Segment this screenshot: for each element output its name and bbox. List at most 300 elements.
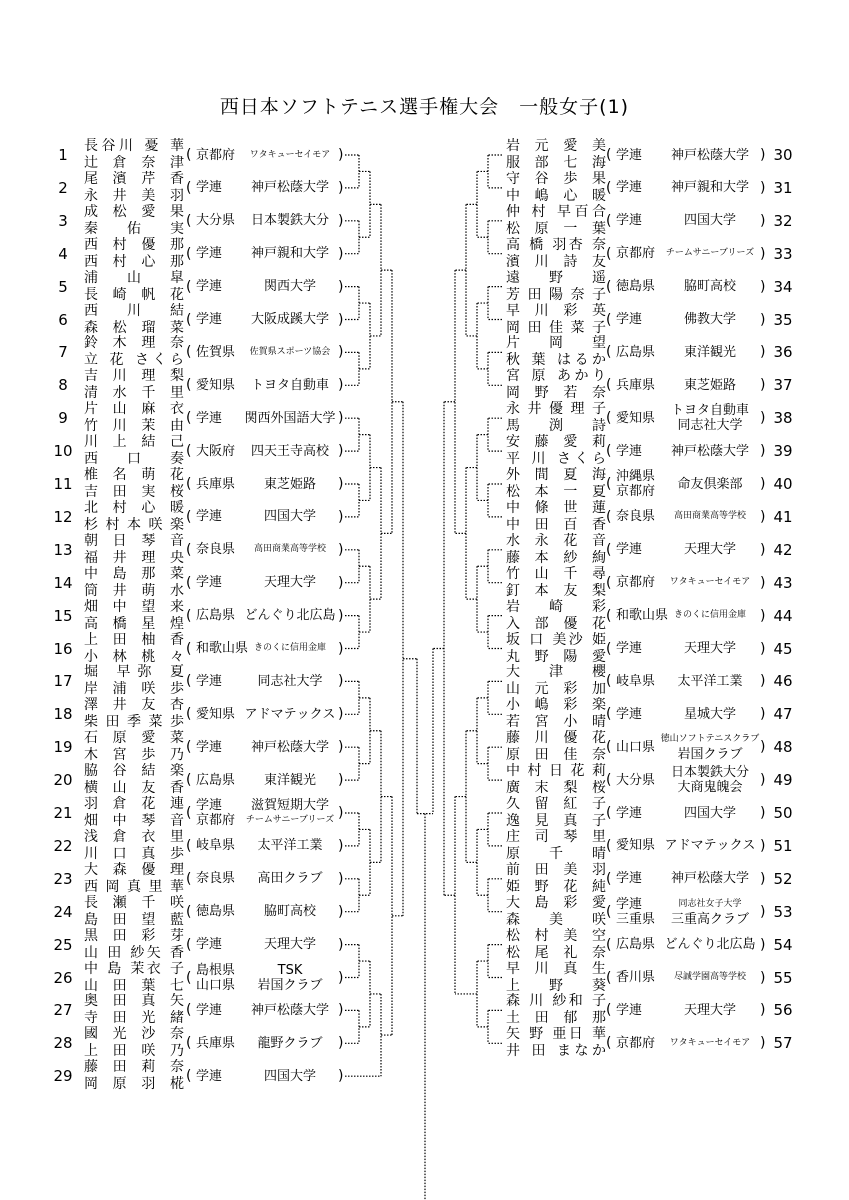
prefecture-label: 学連: [616, 871, 643, 887]
team-name: ワタキューセイモア: [669, 1037, 751, 1048]
paren-close: ): [338, 706, 344, 723]
prefecture-label: 愛知県: [616, 410, 656, 426]
player-name: 堀 早弥 夏: [84, 664, 184, 681]
prefecture-label: 学連: [196, 798, 223, 813]
prefecture-label: 広島県: [196, 772, 236, 788]
draw-number: 52: [773, 869, 793, 888]
prefecture-label: 京都府: [616, 1035, 656, 1051]
draw-number: 6: [58, 310, 68, 329]
team-name: TSK: [277, 962, 303, 978]
paren-open: (: [606, 344, 612, 361]
prefecture-label-2: 三重県: [616, 911, 656, 927]
player-name: 永 井 美 羽: [84, 187, 184, 204]
player-name: 藤 川 優 花: [506, 730, 606, 747]
paren-open: (: [606, 311, 612, 328]
paren-close: ): [760, 870, 766, 887]
player-name: 尾 濱 芹 香: [84, 170, 184, 187]
team-name: ワタキューセイモア: [669, 577, 751, 588]
paren-close: ): [338, 607, 344, 624]
paren-close: ): [760, 673, 766, 690]
paren-open: (: [606, 607, 612, 624]
paren-open: (: [606, 574, 612, 591]
draw-number: 15: [53, 606, 73, 625]
prefecture-label: 学連: [196, 279, 223, 295]
draw-number: 50: [773, 804, 793, 822]
paren-open: (: [186, 1035, 192, 1052]
paren-close: ): [760, 1002, 766, 1019]
draw-number: 18: [53, 705, 73, 724]
draw-number: 25: [53, 935, 73, 954]
team-name: 神戸松蔭大学: [670, 147, 749, 163]
player-name: 横 山 友 香: [84, 780, 184, 797]
player-name: 川 上 結 己: [84, 434, 184, 451]
player-name: 丸 野 陽 愛: [506, 648, 606, 665]
paren-open: (: [606, 969, 612, 986]
paren-open: (: [186, 936, 192, 953]
player-name: 水 永 花 音: [506, 532, 606, 549]
paren-close: ): [338, 772, 344, 789]
paren-open: (: [606, 541, 612, 558]
prefecture-label: 学連: [616, 641, 643, 656]
team-name: 四国大学: [263, 1068, 316, 1084]
paren-close: ): [760, 147, 766, 163]
paren-open: (: [606, 476, 612, 492]
team-name: アドマテックス: [664, 838, 756, 854]
player-name: 大 津 櫻: [506, 664, 606, 681]
draw-number: 54: [773, 935, 793, 954]
player-name: 藤 田 莉 奈: [84, 1059, 184, 1076]
prefecture-label: 学連: [196, 312, 223, 327]
draw-number: 29: [53, 1067, 73, 1086]
paren-open: (: [186, 969, 192, 986]
paren-close: ): [760, 739, 766, 756]
player-name: 小 嶋 彩 楽: [506, 697, 606, 714]
paren-open: (: [186, 476, 192, 492]
player-name: 脇 谷 結 楽: [84, 763, 184, 780]
player-name: 姫 野 花 純: [506, 878, 606, 895]
team-name: 佐賀県スポーツ協会: [249, 346, 331, 357]
paren-close: ): [338, 640, 344, 657]
paren-open: (: [186, 1002, 192, 1019]
paren-close: ): [760, 508, 766, 525]
player-name: 宮 原 あかり: [506, 368, 606, 385]
paren-close: ): [338, 805, 344, 821]
player-name: 仲 村 早百合: [506, 203, 606, 220]
team-name: 同志社女子大学: [678, 898, 742, 909]
prefecture-label: 学連: [196, 739, 223, 755]
prefecture-label: 和歌山県: [196, 641, 249, 656]
paren-open: (: [606, 278, 612, 295]
team-name: 四国大学: [683, 213, 736, 229]
paren-close: ): [760, 311, 766, 328]
player-name: 中 田 百 香: [506, 516, 606, 533]
team-name: ワタキューセイモア: [249, 149, 331, 160]
draw-number: 42: [773, 540, 793, 559]
paren-close: ): [760, 541, 766, 558]
prefecture-label: 奈良県: [196, 871, 236, 887]
player-name: 若 宮 小 晴: [506, 714, 606, 731]
paren-close: ): [760, 377, 766, 394]
draw-number: 11: [53, 475, 73, 493]
player-name: 島 田 望 藍: [84, 911, 184, 928]
paren-close: ): [338, 278, 344, 295]
prefecture-label: 広島県: [616, 344, 656, 360]
prefecture-label: 岐阜県: [196, 838, 236, 854]
team-name: どんぐり北広島: [244, 608, 336, 624]
player-name: 中 島 茉衣 子: [84, 960, 184, 977]
paren-close: ): [338, 673, 344, 690]
paren-open: (: [606, 640, 612, 657]
player-name: 森 川 紗和 子: [506, 993, 606, 1010]
player-name: 松 村 美 空: [506, 927, 606, 944]
prefecture-label: 学連: [616, 805, 643, 821]
draw-number: 27: [53, 1001, 73, 1020]
player-name: 片 山 麻 衣: [84, 401, 184, 418]
player-name: 矢 野 亜日 華: [506, 1026, 606, 1043]
paren-close: ): [338, 476, 344, 492]
player-name: 長 崎 帆 花: [84, 286, 184, 303]
draw-number: 28: [53, 1034, 73, 1053]
player-name: 北 村 心 暖: [84, 499, 184, 516]
player-name: 原 田 佳 奈: [506, 747, 606, 764]
team-name: 天理大学: [683, 1002, 736, 1018]
player-name: 浅 倉 衣 里: [84, 828, 184, 845]
prefecture-label: 愛知県: [196, 706, 236, 722]
team-name-2: 岩国クラブ: [677, 747, 743, 763]
team-name: 神戸松蔭大学: [250, 180, 329, 196]
prefecture-label: 徳島県: [196, 904, 236, 920]
player-name: 西 川 結: [84, 302, 184, 319]
draw-number: 8: [58, 376, 68, 395]
draw-number: 21: [53, 804, 73, 822]
prefecture-label: 兵庫県: [196, 476, 236, 492]
team-name: 東洋観光: [263, 772, 316, 788]
prefecture-label: 徳島県: [616, 279, 656, 295]
draw-number: 12: [53, 507, 73, 526]
prefecture-label: 広島県: [616, 937, 656, 953]
player-name: 鈴 木 理 奈: [84, 335, 184, 352]
player-name: 芳 田 陽 奈 子: [506, 286, 606, 303]
draw-number: 36: [773, 343, 793, 362]
paren-open: (: [186, 837, 192, 854]
team-name: 関西外国語大学: [244, 410, 336, 426]
prefecture-label: 京都府: [616, 575, 656, 591]
prefecture-label: 学連: [616, 443, 643, 459]
player-name: 竹 山 千 尋: [506, 565, 606, 582]
team-name: 同志社大学: [257, 673, 323, 689]
prefecture-label: 沖縄県: [616, 469, 656, 484]
draw-number: 39: [773, 442, 793, 461]
paren-open: (: [186, 739, 192, 756]
paren-open: (: [606, 903, 612, 920]
prefecture-label: 学連: [196, 509, 223, 525]
player-name: 中 島 那 菜: [84, 565, 184, 582]
team-name: 佛教大学: [683, 312, 736, 327]
paren-close: ): [760, 410, 766, 427]
player-name: 吉 川 理 梨: [84, 368, 184, 385]
draw-number: 10: [53, 442, 73, 461]
team-name: 神戸松蔭大学: [670, 871, 749, 887]
paren-open: (: [186, 344, 192, 361]
paren-open: (: [186, 541, 192, 558]
paren-open: (: [186, 574, 192, 591]
team-name: 天理大学: [263, 575, 316, 591]
player-name: 辻 倉 奈 津: [84, 155, 184, 171]
player-name: 上 田 咲 乃: [84, 1043, 184, 1060]
prefecture-label: 学連: [196, 1002, 223, 1018]
prefecture-label-2: 山口県: [196, 977, 236, 993]
draw-number: 31: [773, 178, 793, 197]
player-name: 岡 田 佳 菜 子: [506, 319, 606, 336]
paren-close: ): [760, 805, 766, 821]
player-name: 西 村 心 那: [84, 253, 184, 270]
team-name: 関西大学: [263, 279, 316, 295]
draw-number: 56: [773, 1001, 793, 1020]
draw-number: 49: [773, 771, 793, 790]
prefecture-label: 大分県: [196, 213, 236, 229]
draw-number: 53: [773, 902, 793, 921]
prefecture-label: 学連: [616, 180, 643, 196]
player-name: 畑 中 望 来: [84, 598, 184, 615]
prefecture-label: 愛知県: [616, 838, 656, 854]
player-name: 安 藤 愛 莉: [506, 434, 606, 451]
player-name: 片 岡 望: [506, 335, 606, 352]
draw-number: 7: [58, 343, 68, 362]
prefecture-label: 学連: [616, 896, 643, 912]
prefecture-label: 奈良県: [196, 542, 236, 558]
paren-close: ): [760, 212, 766, 229]
paren-close: ): [338, 837, 344, 854]
player-name: 岩 元 愛 美: [506, 138, 606, 154]
player-name: 山 田 紗矢 香: [84, 944, 184, 961]
paren-open: (: [606, 377, 612, 394]
player-name: 木 宮 歩 乃: [84, 747, 184, 764]
prefecture-label: 島根県: [196, 962, 236, 978]
player-name: 福 井 理 央: [84, 549, 184, 566]
team-name: 四国大学: [263, 509, 316, 525]
paren-close: ): [760, 837, 766, 854]
paren-open: (: [606, 739, 612, 756]
prefecture-label: 広島県: [196, 608, 236, 624]
prefecture-label: 学連: [616, 213, 643, 229]
prefecture-label: 学連: [616, 542, 643, 558]
player-name: 柴 田 季 菜 歩: [84, 714, 184, 731]
draw-number: 32: [773, 211, 793, 230]
team-name-2: 大商鬼魄会: [677, 780, 743, 796]
paren-open: (: [606, 245, 612, 262]
player-name: 杉 村 本 咲 楽: [84, 516, 184, 533]
prefecture-label: 大分県: [616, 772, 656, 788]
paren-open: (: [186, 179, 192, 196]
draw-number: 55: [773, 968, 793, 987]
paren-open: (: [186, 870, 192, 887]
prefecture-label: 大阪府: [196, 443, 236, 459]
paren-open: (: [186, 410, 192, 427]
player-name: 森 美 咲: [506, 911, 606, 928]
paren-open: (: [186, 706, 192, 723]
team-name-2: 岩国クラブ: [257, 977, 323, 993]
paren-close: ): [338, 508, 344, 525]
player-name: 岡 野 若 奈: [506, 385, 606, 402]
paren-close: ): [760, 936, 766, 953]
player-name: 小 林 桃 々: [84, 648, 184, 665]
paren-close: ): [760, 245, 766, 262]
draw-number: 38: [773, 409, 793, 428]
team-name: 天理大学: [263, 937, 316, 953]
player-name: 秦 佑 実: [84, 220, 184, 237]
paren-open: (: [186, 278, 192, 295]
paren-open: (: [606, 870, 612, 887]
draw-number: 33: [773, 244, 793, 263]
player-name: 上 田 柚 香: [84, 631, 184, 648]
draw-number: 26: [53, 968, 73, 987]
paren-open: (: [606, 1002, 612, 1019]
team-name: 脇町高校: [263, 904, 316, 920]
paren-open: (: [186, 607, 192, 624]
prefecture-label: 学連: [616, 147, 643, 163]
team-name: 天理大学: [683, 542, 736, 558]
team-name: きのくに信用金庫: [253, 643, 326, 653]
team-name: 神戸松蔭大学: [250, 1002, 329, 1018]
paren-close: ): [338, 936, 344, 953]
prefecture-label: 学連: [196, 410, 223, 426]
player-name: 長 瀬 千 咲: [84, 894, 184, 911]
team-name: 東芝姫路: [683, 377, 736, 393]
team-name: 神戸親和大学: [250, 246, 329, 262]
draw-number: 19: [53, 738, 73, 757]
player-name: 久 留 紅 子: [506, 796, 606, 812]
player-name: 平 川 さくら: [506, 451, 606, 468]
paren-close: ): [760, 344, 766, 361]
paren-close: ): [338, 410, 344, 427]
paren-close: ): [338, 739, 344, 756]
team-name: 四天王寺高校: [250, 443, 329, 459]
player-name: 中 村 日 花 莉: [506, 763, 606, 780]
player-name: 長谷川 憂 華: [84, 138, 184, 154]
team-name: 命友倶楽部: [677, 476, 743, 492]
team-name: トヨタ自動車: [670, 403, 749, 419]
prefecture-label-2: 京都府: [196, 813, 236, 828]
player-name: 庄 司 琴 里: [506, 828, 606, 845]
player-name: 井 田 まなか: [506, 1043, 606, 1060]
paren-close: ): [760, 574, 766, 591]
player-name: 秋 葉 はるか: [506, 352, 606, 369]
player-name: 竹 川 茉 由: [84, 418, 184, 435]
draw-number: 9: [58, 409, 68, 428]
paren-open: (: [186, 805, 192, 821]
paren-close: ): [760, 969, 766, 986]
player-name: 立 花 さくら: [84, 352, 184, 369]
draw-number: 43: [773, 573, 793, 592]
paren-open: (: [186, 245, 192, 262]
paren-close: ): [338, 377, 344, 394]
player-name: 椎 名 萌 花: [84, 467, 184, 483]
paren-close: ): [338, 147, 344, 163]
player-name: 中 嶋 心 暖: [506, 187, 606, 204]
team-name: アドマテックス: [244, 706, 336, 722]
draw-number: 47: [773, 705, 793, 724]
draw-number: 51: [773, 836, 793, 855]
prefecture-label: 京都府: [616, 246, 656, 262]
prefecture-label: 愛知県: [196, 377, 236, 393]
player-name: 中 條 世 蓮: [506, 499, 606, 516]
paren-close: ): [760, 1035, 766, 1052]
team-name-2: チームサニーブリーズ: [245, 815, 335, 825]
player-name: 松 尾 礼 奈: [506, 944, 606, 961]
player-name: 上 野 葵: [506, 977, 606, 994]
team-name: 東洋観光: [683, 344, 736, 360]
player-name: 釘 本 友 梨: [506, 582, 606, 599]
paren-close: ): [338, 344, 344, 361]
paren-open: (: [606, 936, 612, 953]
paren-open: (: [186, 147, 192, 163]
player-name: 川 口 真 歩: [84, 845, 184, 862]
player-name: 廣 末 梨 桜: [506, 780, 606, 797]
player-name: 早 川 真 生: [506, 960, 606, 977]
team-name: 太平洋工業: [257, 838, 323, 854]
paren-open: (: [606, 508, 612, 525]
team-name: 東芝姫路: [263, 476, 316, 492]
player-name: 吉 田 実 桜: [84, 484, 184, 500]
player-name: 岡 原 羽 椛: [84, 1076, 184, 1093]
team-name: 日本製鉄大分: [670, 765, 749, 781]
player-name: 山 田 葉 七: [84, 977, 184, 994]
prefecture-label: 学連: [616, 1002, 643, 1018]
player-name: 入 部 優 花: [506, 615, 606, 632]
page-title: 西日本ソフトテニス選手権大会 一般女子(1): [219, 96, 630, 118]
prefecture-label: 兵庫県: [196, 1035, 236, 1051]
paren-close: ): [338, 1068, 344, 1085]
prefecture-label: 奈良県: [616, 509, 656, 525]
paren-open: (: [186, 673, 192, 690]
player-name: 清 水 千 里: [84, 385, 184, 402]
draw-number: 5: [58, 277, 68, 296]
prefecture-label: 岐阜県: [616, 673, 656, 689]
paren-close: ): [338, 541, 344, 558]
paren-close: ): [338, 574, 344, 591]
prefecture-label: 学連: [616, 706, 643, 722]
player-name: 岩 崎 彩: [506, 598, 606, 615]
player-name: 西 口 奏: [84, 451, 184, 468]
paren-close: ): [338, 245, 344, 262]
team-name-2: 同志社大学: [677, 418, 743, 434]
draw-number: 35: [773, 310, 793, 329]
team-name: 滋賀短期大学: [250, 798, 329, 813]
draw-number: 57: [773, 1034, 793, 1053]
player-name: 前 田 美 羽: [506, 861, 606, 878]
player-name: 坂 口 美沙 姫: [506, 631, 606, 648]
paren-close: ): [760, 443, 766, 460]
team-name: チームサニーブリーズ: [665, 248, 755, 259]
paren-open: (: [186, 772, 192, 789]
player-name: 畑 中 琴 音: [84, 813, 184, 829]
team-name: 神戸松蔭大学: [250, 739, 329, 755]
player-name: 濱 川 詩 友: [506, 253, 606, 270]
paren-open: (: [606, 772, 612, 789]
draw-number: 44: [773, 606, 793, 625]
team-name: どんぐり北広島: [664, 937, 756, 953]
team-name: 天理大学: [683, 641, 736, 656]
player-name: 服 部 七 海: [506, 155, 606, 171]
prefecture-label-2: 京都府: [616, 484, 656, 499]
player-name: 逸 見 真 子: [506, 813, 606, 829]
paren-close: ): [760, 476, 766, 492]
team-name: 神戸親和大学: [670, 180, 749, 196]
paren-open: (: [606, 706, 612, 723]
team-name: 大阪成蹊大学: [250, 312, 329, 327]
team-name: 徳山ソフトテニスクラブ: [660, 734, 760, 745]
player-name: 遠 野 遥: [506, 269, 606, 286]
